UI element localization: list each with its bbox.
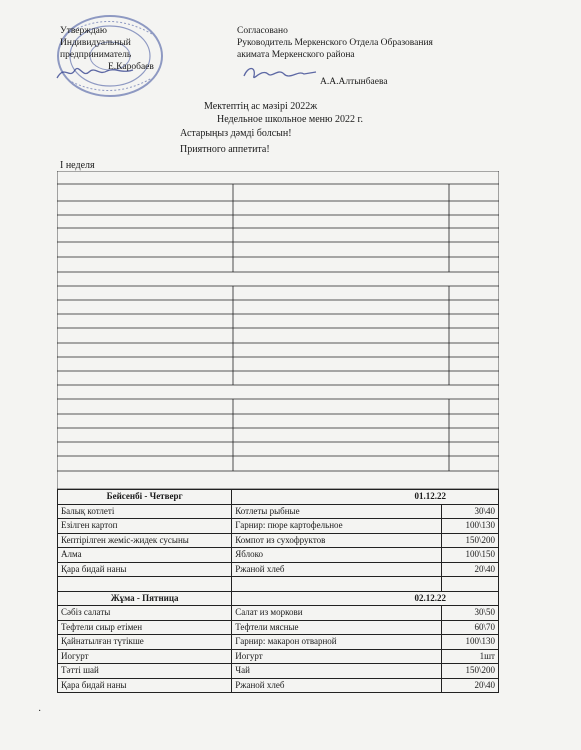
table-row <box>58 562 499 577</box>
dish-ru: Компот из сухофруктов <box>232 533 442 548</box>
dish-kz: Езілген картоп <box>58 519 232 534</box>
dish-kz: Қайнатылған түтікше <box>58 635 232 650</box>
title-kazakh: Мектептің ас мәзірі 2022ж <box>204 101 318 112</box>
table-row <box>58 678 499 693</box>
dish-ru: Чай <box>232 664 442 679</box>
agreed-label: Согласовано <box>237 26 288 36</box>
approve-label: Утверждаю <box>60 26 107 36</box>
dish-portion: 1шт <box>442 649 499 664</box>
akimat-label: акимата Меркенского района <box>237 50 355 60</box>
dish-ru: Гарнир: макарон отварной <box>232 635 442 650</box>
table-row <box>58 664 499 679</box>
table-row <box>58 548 499 563</box>
empty-cell <box>442 577 499 592</box>
menu-table <box>57 489 499 693</box>
dish-ru: Яблоко <box>232 548 442 563</box>
dish-portion: 30\50 <box>442 606 499 621</box>
dish-kz: Балық котлеті <box>58 504 232 519</box>
dish-kz: Иогурт <box>58 649 232 664</box>
week-label: I неделя <box>60 160 95 171</box>
dish-portion: 150\200 <box>442 533 499 548</box>
entrepreneur-label: Индивидуальный <box>60 38 131 48</box>
dish-portion: 150\200 <box>442 664 499 679</box>
signature-left-icon <box>55 62 135 84</box>
department-head-label: Руководитель Меркенского Отдела Образования <box>237 38 433 48</box>
table-row <box>58 504 499 519</box>
approval-block-right <box>237 25 433 61</box>
table-row <box>58 635 499 650</box>
dish-ru: Тефтели мясные <box>232 620 442 635</box>
table-row <box>58 519 499 534</box>
dish-kz: Қара бидай наны <box>58 562 232 577</box>
day-header-row <box>58 591 499 606</box>
dish-portion: 100\150 <box>442 548 499 563</box>
dish-kz: Тәтті шай <box>58 664 232 679</box>
dish-portion: 100\130 <box>442 635 499 650</box>
day-header-row <box>58 490 499 505</box>
table-row <box>58 649 499 664</box>
dish-ru: Салат из моркови <box>232 606 442 621</box>
dish-ru: Ржаной хлеб <box>232 678 442 693</box>
dish-portion: 60\70 <box>442 620 499 635</box>
dish-portion: 100\130 <box>442 519 499 534</box>
dish-kz: Сәбіз салаты <box>58 606 232 621</box>
day-date-friday: 02.12.22 <box>232 591 499 606</box>
dish-portion: 20\40 <box>442 678 499 693</box>
spacer-row <box>58 577 499 592</box>
dish-ru: Котлеты рыбные <box>232 504 442 519</box>
dish-ru: Иогурт <box>232 649 442 664</box>
table-row <box>58 606 499 621</box>
wish-russian: Приятного аппетита! <box>180 144 270 155</box>
dish-kz: Кептірілген жеміс-жидек сусыны <box>58 533 232 548</box>
empty-cell <box>58 577 232 592</box>
day-date-thursday: 01.12.22 <box>232 490 499 505</box>
entrepreneur-name: Е.Каробаев <box>108 62 154 72</box>
table-row <box>58 620 499 635</box>
dish-ru: Гарнир: пюре картофельное <box>232 519 442 534</box>
empty-table-grid <box>57 171 499 489</box>
table-row <box>58 533 499 548</box>
entrepreneur-label-2: предприниматель <box>60 50 132 60</box>
scan-mark: · <box>38 706 42 717</box>
empty-cell <box>232 577 442 592</box>
dish-portion: 20\40 <box>442 562 499 577</box>
dish-kz: Қара бидай наны <box>58 678 232 693</box>
title-russian: Недельное школьное меню 2022 г. <box>217 114 363 125</box>
wish-kazakh: Астарыңыз дәмді болсын! <box>180 128 292 139</box>
dish-kz: Тефтели сиыр етімен <box>58 620 232 635</box>
signature-right-icon <box>240 62 320 84</box>
dish-kz: Алма <box>58 548 232 563</box>
day-label-friday: Жұма - Пятница <box>58 591 232 606</box>
day-label-thursday: Бейсенбі - Четверг <box>58 490 232 505</box>
dish-portion: 30\40 <box>442 504 499 519</box>
head-name: А.А.Алтынбаева <box>320 77 388 87</box>
dish-ru: Ржаной хлеб <box>232 562 442 577</box>
